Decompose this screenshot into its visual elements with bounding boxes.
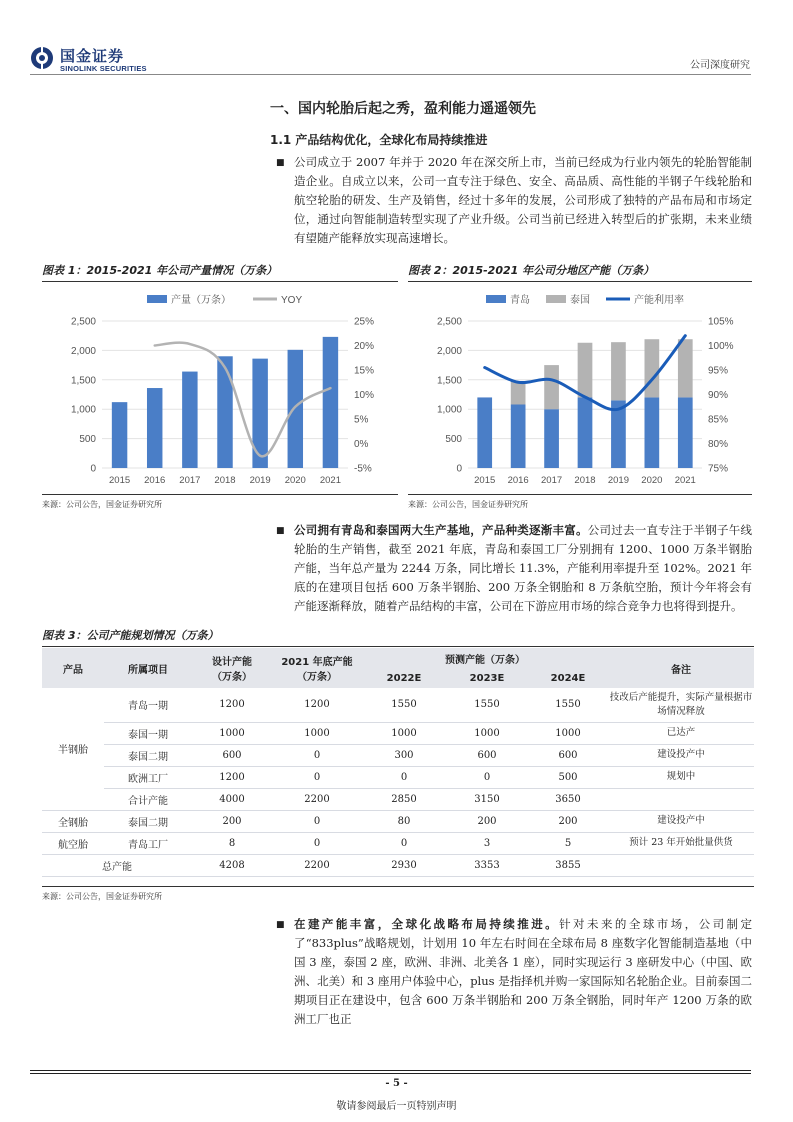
header-2024e: 2024E	[528, 668, 608, 688]
y-tick-label: 1,000	[436, 404, 462, 416]
logo-text-en: SINOLINK SECURITIES	[60, 64, 147, 73]
x-tick-label: 2021	[674, 475, 696, 486]
bar-泰国	[544, 365, 559, 409]
y2-tick-label: 75%	[708, 463, 729, 475]
bar-产量（万条）	[288, 350, 303, 468]
bar-产量（万条）	[182, 372, 197, 468]
y2-tick-label: 15%	[354, 365, 375, 377]
y-tick-label: 1,000	[70, 404, 96, 416]
x-tick-label: 2015	[109, 475, 131, 486]
subsection-title: 1.1 产品结构优化，全球化布局持续推进	[270, 133, 488, 147]
legend-label: YOY	[281, 295, 303, 306]
figure-3-title: 图表 3：公司产能规划情况（万条）	[42, 627, 754, 647]
chart-1-production	[42, 285, 398, 492]
bar-青岛	[678, 397, 693, 468]
group-label: 全钢胎	[42, 810, 104, 832]
bar-泰国	[578, 343, 593, 398]
y-tick-label: 1,500	[436, 375, 462, 387]
paragraph-bases-body: 公司过去一直专注于半钢子午线轮胎的生产销售，截至 2021 年底，青岛和泰国工厂分别拥有 1200、1000 万条半钢胎产能，当年总产量为 2244 万条，同比增长 11.3%，产能利用率提升至 102%。2021 年底的在建项目包括 600 万条半钢胎、200 万条全钢胎和 8 万条航空胎，预计今年将会有产能逐渐释放，随着产品结构的丰富，公司在下游应用市场的综合竞争力也将得到提升。	[294, 523, 752, 613]
bar-产量（万条）	[112, 402, 127, 468]
y2-tick-label: 25%	[354, 316, 375, 328]
y2-tick-label: 20%	[354, 341, 375, 352]
y2-tick-label: 100%	[708, 341, 734, 352]
x-tick-label: 2018	[214, 475, 236, 486]
header-project: 所属项目	[104, 648, 192, 688]
section-title: 一、国内轮胎后起之秀，盈利能力遥遥领先	[270, 101, 536, 117]
y-tick-label: 2,000	[436, 345, 462, 357]
x-tick-label: 2017	[179, 475, 201, 486]
group-label: 半钢胎	[42, 688, 104, 810]
capacity-plan-table	[42, 648, 754, 877]
legend-label: 产量（万条）	[171, 295, 231, 306]
x-tick-label: 2019	[249, 475, 271, 486]
header-remark: 备注	[608, 648, 754, 688]
legend-label: 产能利用率	[634, 295, 684, 306]
bar-青岛	[645, 397, 660, 468]
table-row: 欧洲工厂 1200 0 0 0 500 规划中	[42, 766, 754, 788]
y-tick-label: 500	[79, 434, 96, 446]
y2-tick-label: 105%	[708, 316, 734, 328]
bar-泰国	[511, 381, 526, 405]
bar-泰国	[678, 339, 693, 397]
table-row-total: 总产能 4208 2200 2930 3353 3855	[42, 854, 754, 876]
y-tick-label: 500	[445, 434, 462, 446]
footer-disclaimer: 敬请参阅最后一页特别声明	[336, 1101, 457, 1112]
x-tick-label: 2018	[574, 475, 596, 486]
legend-swatch	[147, 295, 167, 303]
y2-tick-label: 95%	[708, 365, 729, 377]
paragraph-intro: 公司成立于 2007 年并于 2020 年在深交所上市，当前已经成为行业内领先的轮胎智能制造企业。自成立以来，公司一直专注于绿色、安全、高品质、高性能的半钢子午线轮胎和航空轮胎的研发、生产及销售，经过十多年的发展，公司形成了独特的产品布局和市场定位，通过向智能制造转型实现了产业升级。公司当前已经进入转型后的扩张期，未来业绩有望随产能释放实现高速增长。	[294, 155, 752, 245]
bullet-icon: ■	[276, 158, 285, 168]
legend-swatch	[486, 295, 506, 303]
bar-青岛	[578, 397, 593, 468]
y-tick-label: 2,000	[70, 345, 96, 357]
header-product: 产品	[42, 648, 104, 688]
figure-1-title: 图表 1：2015-2021 年公司产量情况（万条）	[42, 262, 398, 282]
table-row: 航空胎 青岛工厂 8 0 0 3 5 预计 23 年开始批量供货	[42, 832, 754, 854]
y-tick-label: 0	[456, 463, 462, 475]
y2-tick-label: -5%	[354, 463, 372, 475]
y2-tick-label: 0%	[354, 439, 369, 450]
x-tick-label: 2020	[284, 475, 306, 486]
figure-2	[408, 262, 752, 282]
x-tick-label: 2019	[607, 475, 629, 486]
y2-tick-label: 80%	[708, 439, 729, 450]
page-number: - 5 -	[385, 1078, 408, 1089]
y-tick-label: 2,500	[436, 316, 462, 328]
x-tick-label: 2020	[641, 475, 663, 486]
table-row: 合计产能 4000 2200 2850 3150 3650	[42, 788, 754, 810]
table-row: 泰国一期 1000 1000 1000 1000 1000 已达产	[42, 722, 754, 744]
bar-泰国	[611, 342, 626, 400]
x-tick-label: 2021	[319, 475, 341, 486]
paragraph-bases-lead: 公司拥有青岛和泰国两大生产基地，产品种类逐渐丰富。	[294, 523, 588, 537]
figure-3-source: 来源：公司公告，国金证券研究所	[42, 892, 162, 901]
header-forecast: 预测产能（万条）	[362, 648, 608, 668]
legend-swatch	[546, 295, 566, 303]
bar-产量（万条）	[217, 356, 232, 468]
header-divider	[30, 74, 751, 75]
y-tick-label: 0	[90, 463, 96, 475]
table-row: 半钢胎 青岛一期 1200 1200 1550 1550 1550 技改后产能提升，实际产量根据市场情况释放	[42, 688, 754, 722]
header-2022e: 2022E	[362, 668, 446, 688]
y2-tick-label: 85%	[708, 414, 729, 426]
bar-青岛	[477, 397, 492, 468]
y2-tick-label: 10%	[354, 390, 375, 401]
paragraph-global-body: 针对未来的全球市场，公司制定了“833plus”战略规划，计划用 10 年左右时间在全球布局 8 座数字化智能制造基地（中国 3 座，泰国 2 座，欧洲、非洲、北美各 1 座），同时实现运行 3 座研发中心（中国、欧洲、北美）和 3 座用户体验中心，plus 是指择机并购一家国际知名轮胎企业。目前泰国二期项目正在建设中，包含 600 万条半钢胎和 200 万条全钢胎，同时年产 1200 万条的欧洲工厂也正	[294, 917, 752, 1026]
figure-3	[42, 627, 754, 647]
paragraph-global-lead: 在建产能丰富，全球化战略布局持续推进。	[294, 917, 560, 931]
x-tick-label: 2016	[144, 475, 166, 486]
y2-tick-label: 90%	[708, 390, 729, 401]
x-tick-label: 2017	[541, 475, 563, 486]
figure-2-source: 来源：公司公告，国金证券研究所	[408, 500, 528, 509]
logo-mark-icon	[30, 46, 54, 70]
y-tick-label: 1,500	[70, 375, 96, 387]
bar-青岛	[544, 409, 559, 468]
table-row: 全钢胎 泰国二期 200 0 80 200 200 建设投产中	[42, 810, 754, 832]
chart-2-capacity	[408, 285, 752, 492]
paragraph-global	[294, 915, 752, 1029]
logo-text-cn: 国金证券	[60, 47, 125, 65]
y2-tick-label: 5%	[354, 414, 369, 426]
bar-泰国	[645, 339, 660, 397]
figure-1	[42, 262, 398, 282]
figure-2-title: 图表 2：2015-2021 年公司分地区产能（万条）	[408, 262, 752, 282]
bullet-icon: ■	[276, 526, 285, 536]
bar-产量（万条）	[252, 359, 267, 468]
legend-label: 青岛	[510, 295, 530, 306]
figure-1-source: 来源：公司公告，国金证券研究所	[42, 500, 162, 509]
x-tick-label: 2015	[474, 475, 496, 486]
legend-label: 泰国	[570, 295, 590, 306]
report-type: 公司深度研究	[690, 60, 750, 71]
footer-divider	[30, 1070, 751, 1071]
table-row: 泰国二期 600 0 300 600 600 建设投产中	[42, 744, 754, 766]
bar-产量（万条）	[323, 337, 338, 468]
bar-产量（万条）	[147, 388, 162, 468]
series-line-YOY	[155, 343, 331, 457]
bar-青岛	[511, 404, 526, 468]
group-label: 航空胎	[42, 832, 104, 854]
paragraph-bases	[294, 521, 752, 616]
y-tick-label: 2,500	[70, 316, 96, 328]
header-2023e: 2023E	[446, 668, 528, 688]
x-tick-label: 2016	[507, 475, 529, 486]
header-design: 设计产能 （万条）	[192, 648, 272, 688]
header-eoy: 2021 年底产能 （万条）	[272, 648, 362, 688]
bullet-icon: ■	[276, 920, 285, 930]
